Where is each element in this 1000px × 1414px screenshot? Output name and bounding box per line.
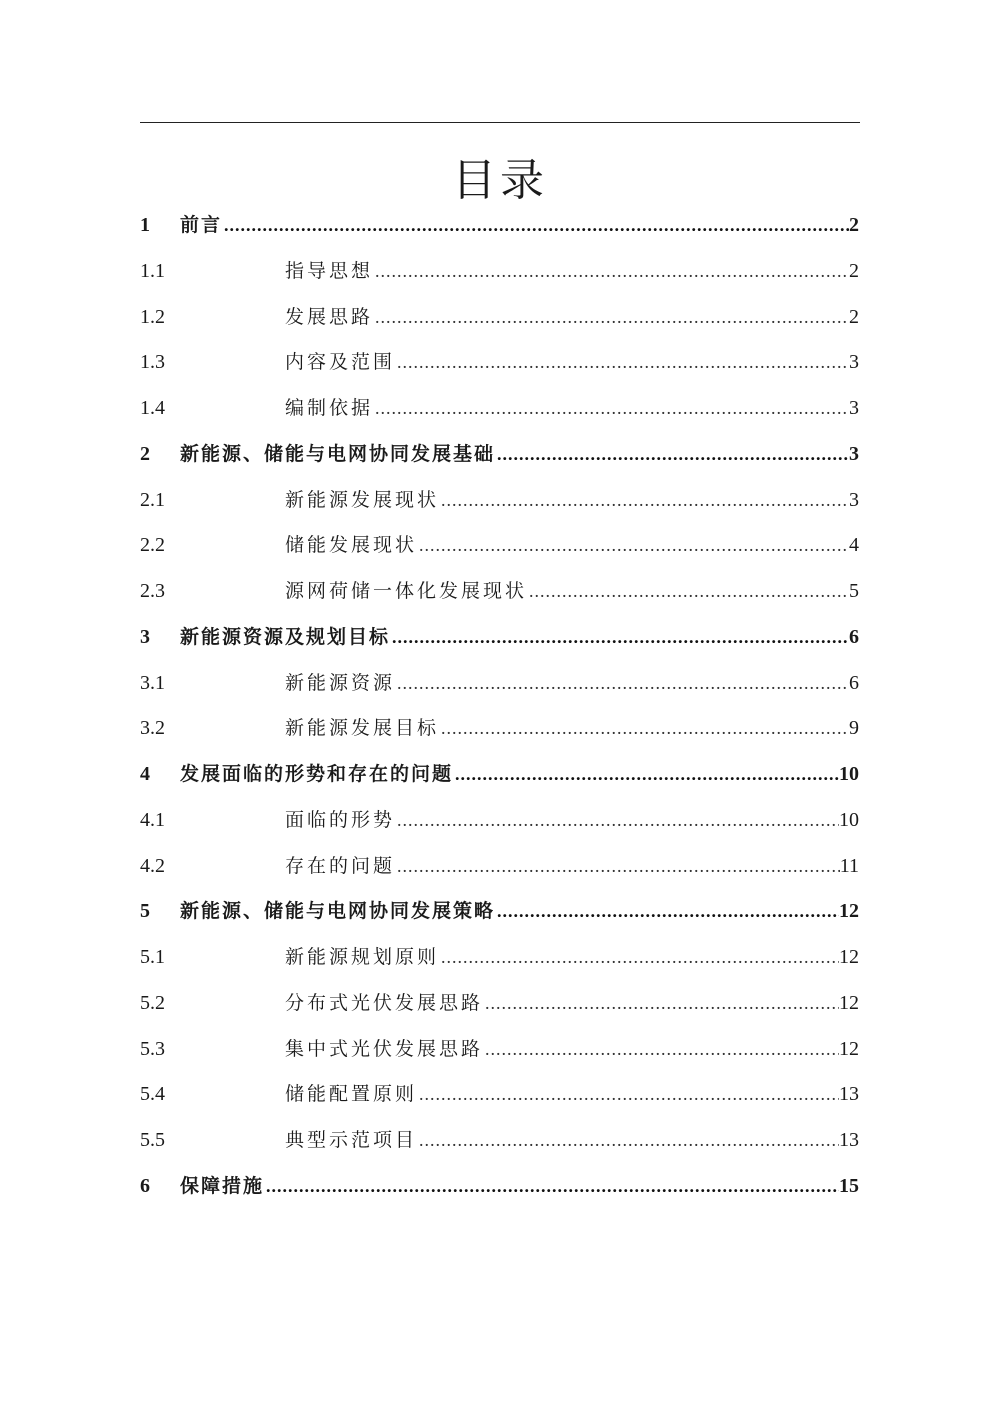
toc-entry-title: 指导思想: [285, 259, 374, 282]
toc-chapter-entry[interactable]: [140, 1164, 859, 1210]
toc-section-entry[interactable]: [140, 249, 859, 295]
toc-entry-number: 2.1: [140, 488, 165, 511]
toc-section-entry[interactable]: [140, 661, 859, 707]
toc-dot-leader: [419, 1072, 839, 1118]
toc-entry-number: 4.2: [140, 854, 165, 877]
toc-entry-number: 4.1: [140, 808, 165, 831]
toc-entry-title: 新能源资源及规划目标: [180, 625, 391, 648]
toc-entry-title: 新能源、储能与电网协同发展基础: [180, 442, 496, 465]
toc-dot-leader: [375, 249, 849, 295]
toc-page-number: 12: [839, 991, 859, 1014]
toc-entry-number: 1.2: [140, 305, 165, 328]
toc-entry-title: 存在的问题: [285, 854, 396, 877]
toc-entry-title: 编制依据: [285, 397, 374, 419]
toc-entry-number: 6: [140, 1174, 150, 1197]
toc-page-number: 15: [839, 1174, 859, 1197]
toc-entry-number: 1.1: [140, 259, 165, 282]
toc-dot-leader: [485, 981, 839, 1027]
toc-page-number: 4: [849, 534, 859, 557]
toc-page-number: 3: [849, 351, 859, 374]
toc-chapter-entry[interactable]: [140, 889, 859, 935]
toc-page-number: 2: [849, 305, 859, 328]
toc-entry-number: 2: [140, 442, 150, 465]
toc-entry-number: 3: [140, 625, 150, 648]
toc-page-number: 9: [849, 717, 859, 740]
toc-entry-title: 储能发展现状: [285, 534, 418, 557]
toc-entry-title: 新能源、储能与电网协同发展策略: [180, 900, 496, 923]
toc-entry-title: 分布式光伏发展思路: [285, 991, 484, 1014]
toc-section-entry[interactable]: [140, 981, 859, 1027]
toc-chapter-entry[interactable]: [140, 203, 859, 249]
toc-entry-number: 1.3: [140, 351, 165, 374]
toc-page-number: 3: [849, 488, 859, 511]
toc-section-entry[interactable]: [140, 569, 859, 615]
toc-page-number: 11: [839, 854, 859, 877]
toc-dot-leader: [419, 1118, 839, 1164]
toc-page-number: 3: [849, 397, 859, 419]
toc-section-entry[interactable]: [140, 706, 859, 752]
toc-dot-leader: [397, 661, 849, 707]
toc-dot-leader: [419, 523, 849, 569]
toc-entry-number: 3.1: [140, 671, 165, 694]
toc-chapter-entry[interactable]: [140, 752, 859, 798]
toc-entry-number: 3.2: [140, 717, 165, 740]
toc-entry-title: 典型示范项目: [285, 1129, 418, 1151]
toc-entry-title: 内容及范围: [285, 351, 396, 374]
toc-page-number: 10: [839, 763, 859, 785]
toc-section-entry[interactable]: [140, 935, 859, 981]
toc-dot-leader: [497, 889, 839, 935]
toc-dot-leader: [441, 478, 849, 524]
toc-section-entry[interactable]: [140, 798, 859, 844]
toc-page-number: 12: [839, 946, 859, 968]
toc-page-number: 12: [839, 900, 859, 923]
top-rule: [140, 122, 860, 123]
toc-entry-title: 集中式光伏发展思路: [285, 1037, 484, 1060]
toc-page-number: 6: [849, 625, 859, 648]
toc-entry-number: 4: [140, 763, 150, 785]
toc-dot-leader: [497, 432, 849, 478]
toc-entry-number: 5.3: [140, 1037, 165, 1060]
toc-entry-title: 新能源规划原则: [285, 946, 440, 968]
toc-page-number: 6: [849, 671, 859, 694]
toc-dot-leader: [392, 615, 849, 661]
toc-dot-leader: [375, 386, 849, 432]
toc-section-entry[interactable]: [140, 295, 859, 341]
toc-dot-leader: [441, 706, 849, 752]
toc-dot-leader: [375, 295, 849, 341]
toc-section-entry[interactable]: [140, 340, 859, 386]
toc-chapter-entry[interactable]: [140, 615, 859, 661]
toc-dot-leader: [441, 935, 839, 981]
toc-entry-title: 前言: [180, 214, 223, 236]
toc-entry-number: 5.2: [140, 991, 165, 1014]
toc-entry-title: 发展面临的形势和存在的问题: [180, 763, 454, 785]
toc-section-entry[interactable]: [140, 1118, 859, 1164]
toc-entry-title: 新能源资源: [285, 671, 396, 694]
toc-entry-title: 源网荷储一体化发展现状: [285, 580, 528, 602]
page-title: 目录: [452, 155, 548, 207]
toc-dot-leader: [224, 203, 849, 249]
toc-section-entry[interactable]: [140, 386, 859, 432]
toc-entry-number: 5.1: [140, 946, 165, 968]
toc-section-entry[interactable]: [140, 478, 859, 524]
toc-entry-title: 储能配置原则: [285, 1083, 418, 1106]
toc-page-number: 12: [839, 1037, 859, 1060]
toc-entry-number: 2.2: [140, 534, 165, 557]
toc-page-number: 5: [849, 580, 859, 602]
toc-dot-leader: [397, 798, 839, 844]
toc-entry-number: 5: [140, 900, 150, 923]
table-of-contents: [140, 203, 859, 1210]
toc-entry-number: 5.4: [140, 1083, 165, 1106]
toc-entry-title: 保障措施: [180, 1174, 265, 1197]
toc-entry-title: 新能源发展目标: [285, 717, 440, 740]
toc-page-number: 13: [839, 1083, 859, 1106]
toc-entry-title: 新能源发展现状: [285, 488, 440, 511]
toc-dot-leader: [455, 752, 839, 798]
toc-section-entry[interactable]: [140, 1027, 859, 1073]
toc-page-number: 10: [839, 808, 859, 831]
toc-page-number: 13: [839, 1129, 859, 1151]
toc-entry-number: 2.3: [140, 580, 165, 602]
toc-entry-title: 面临的形势: [285, 808, 396, 831]
toc-dot-leader: [266, 1164, 839, 1210]
toc-dot-leader: [485, 1027, 839, 1073]
toc-page-number: 3: [849, 442, 859, 465]
toc-entry-number: 1.4: [140, 397, 165, 419]
toc-page-number: 2: [849, 259, 859, 282]
toc-page-number: 2: [849, 214, 859, 236]
toc-section-entry[interactable]: [140, 523, 859, 569]
toc-entry-number: 5.5: [140, 1129, 165, 1151]
toc-dot-leader: [397, 844, 840, 890]
toc-entry-number: 1: [140, 214, 150, 236]
toc-chapter-entry[interactable]: [140, 432, 859, 478]
toc-entry-title: 发展思路: [285, 305, 374, 328]
toc-dot-leader: [397, 340, 849, 386]
toc-dot-leader: [529, 569, 849, 615]
toc-section-entry[interactable]: [140, 1072, 859, 1118]
toc-section-entry[interactable]: [140, 844, 859, 890]
